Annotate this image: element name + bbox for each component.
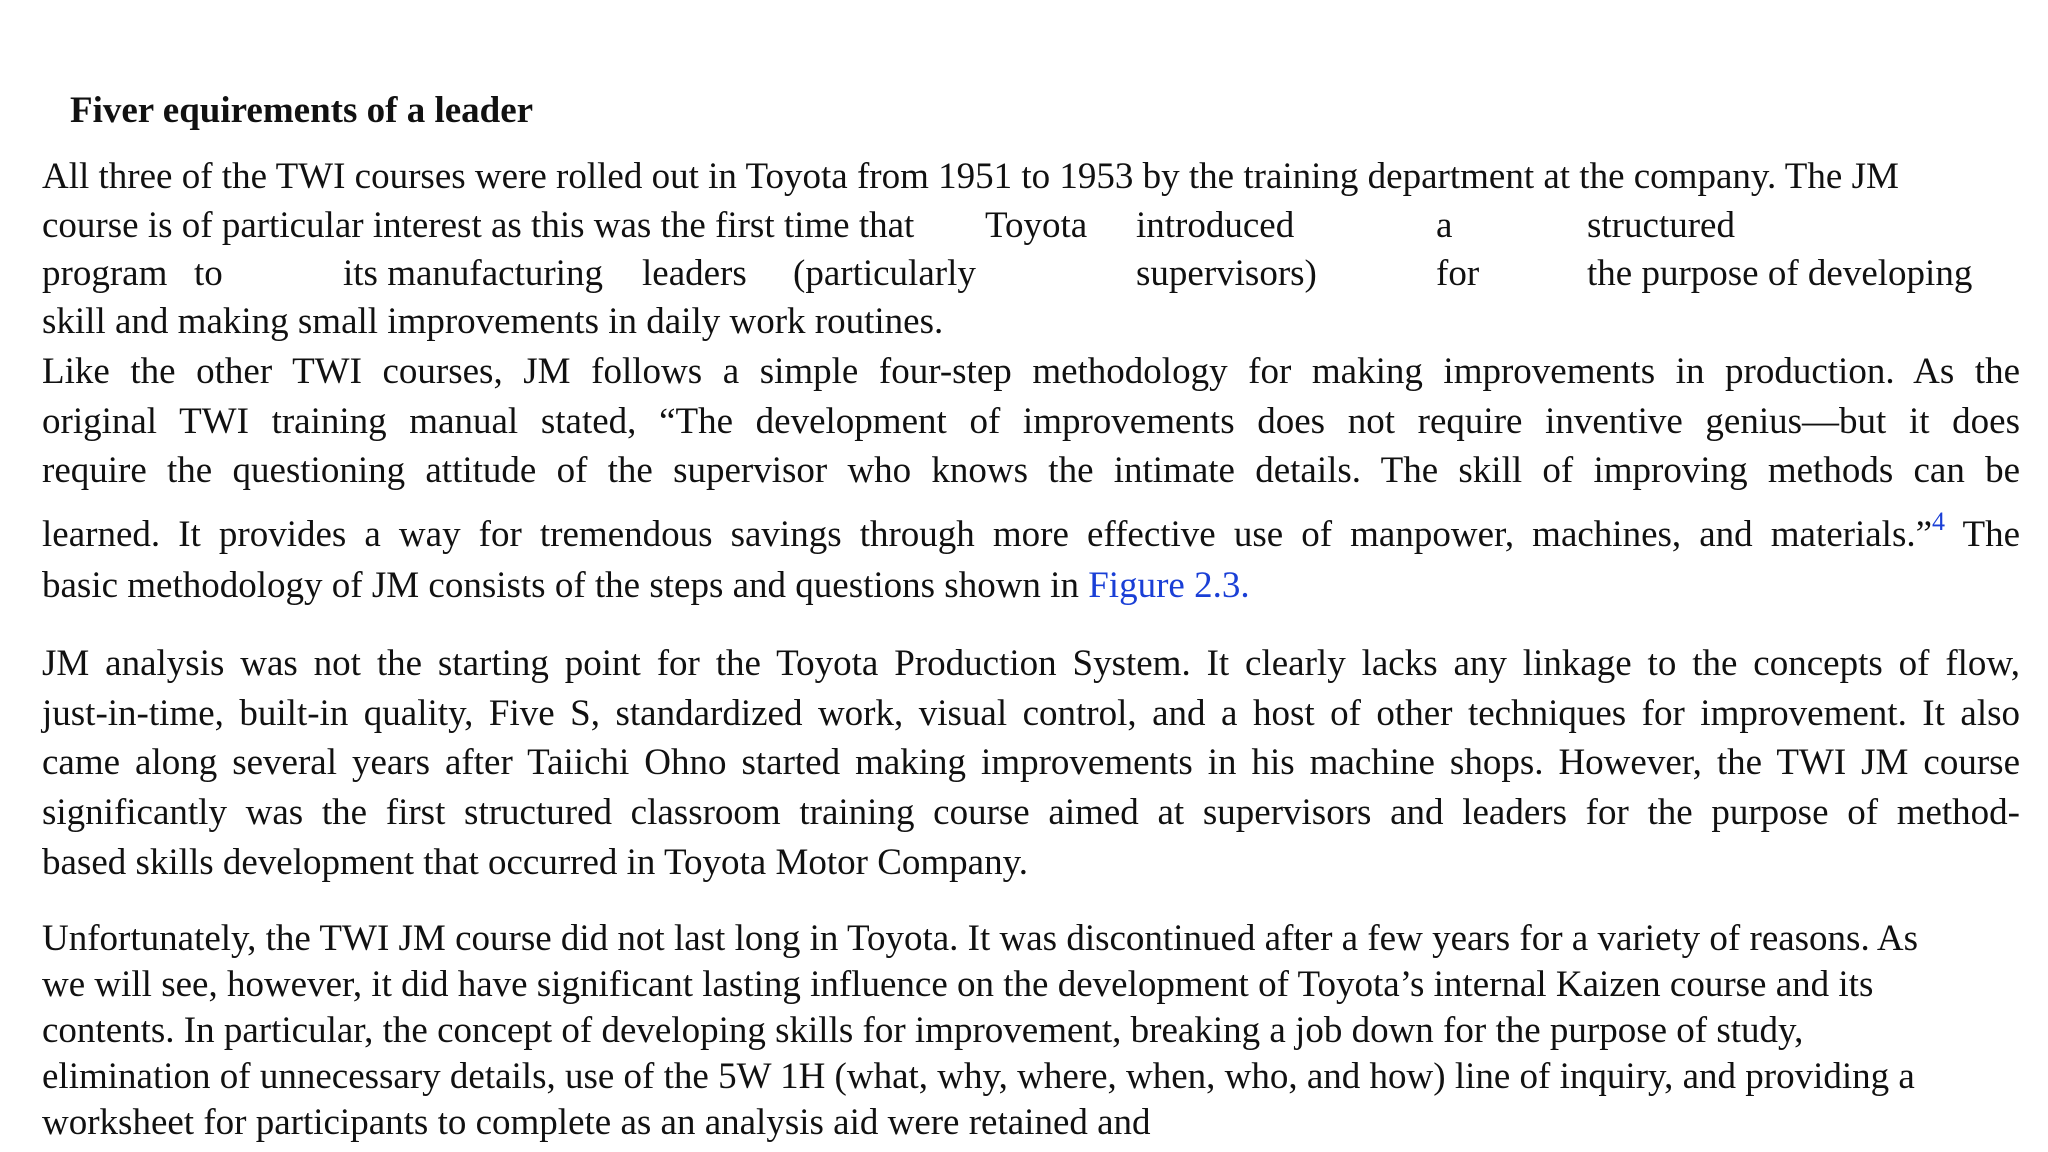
paragraph-3-line-3: came along several years after Taiichi Ohno started making improvements in his machine shops. However, the TWI JM course: [42, 742, 2020, 783]
paragraph-3-line-5: based skills development that occurred in Toyota Motor Company.: [42, 842, 1028, 883]
paragraph-2-line-5: [42, 563, 2020, 609]
line-3-segment-b: to: [194, 253, 223, 294]
line-2-segment-c: introduced: [1136, 205, 1295, 246]
paragraph-2-line-1: Like the other TWI courses, JM follows a simple four-step methodology for making improvements in production. As the: [42, 351, 2020, 392]
paragraph-3-line-2: just-in-time, built-in quality, Five S, standardized work, visual control, and a host of other techniques for improvement. It also: [42, 693, 2020, 734]
line-4-text: learned. It provides a way for tremendous savings through more effective use of manpower, machines, and materials.”: [42, 514, 1933, 555]
line-2-segment-a: course is of particular interest as this was the first time that: [42, 205, 915, 246]
paragraph-4-line-1: Unfortunately, the TWI JM course did not last long in Toyota. It was discontinued after a few years for a variety of reasons. As: [42, 918, 1919, 959]
line-2-segment-d: a: [1436, 205, 1453, 246]
paragraph-2-line-2: original TWI training manual stated, “The development of improvements does not require inventive genius—but it does: [42, 401, 2020, 442]
line-4-text-end: The: [1962, 514, 2020, 555]
line-3-segment-g: for: [1436, 253, 1480, 294]
line-3-segment-d: leaders: [642, 253, 747, 294]
paragraph-2-line-3: require the questioning attitude of the supervisor who knows the intimate details. The skill of improving methods can be: [42, 450, 2020, 491]
paragraph-3-line-1: JM analysis was not the starting point for the Toyota Production System. It clearly lacks any linkage to the concepts of flow,: [42, 643, 2020, 684]
paragraph-3-line-4: significantly was the first structured classroom training course aimed at supervisors and leaders for the purpose of method-: [42, 792, 2020, 833]
paragraph-1-line-1: All three of the TWI courses were rolled out in Toyota from 1951 to 1953 by the training department at the company. The JM: [42, 156, 1899, 197]
paragraph-4-line-2: we will see, however, it did have significant lasting influence on the development of Toyota’s internal Kaizen course and its: [42, 964, 1874, 1005]
paragraph-4-line-4: elimination of unnecessary details, use of the 5W 1H (what, why, where, when, who, and how) line of inquiry, and providing a: [42, 1056, 1915, 1097]
line-2-segment-e: structured: [1587, 205, 1735, 246]
line-5-text: basic methodology of JM consists of the steps and questions shown in: [42, 565, 1079, 606]
line-3-segment-h: the purpose of developing: [1587, 253, 1973, 294]
figure-link[interactable]: Figure 2.3.: [1088, 565, 1250, 606]
line-3-segment-c: its manufacturing: [343, 253, 603, 294]
paragraph-1-line-4: skill and making small improvements in daily work routines.: [42, 301, 944, 342]
paragraph-2-line-4: [42, 507, 2020, 558]
line-3-segment-e: (particularly: [793, 253, 976, 294]
line-3-segment-f: supervisors): [1136, 253, 1317, 294]
paragraph-4-line-5: worksheet for participants to complete as an analysis aid were retained and: [42, 1102, 1151, 1143]
line-2-segment-b: Toyota: [985, 205, 1088, 246]
paragraph-4-line-3: contents. In particular, the concept of developing skills for improvement, breaking a job down for the purpose of study,: [42, 1010, 1804, 1051]
footnote-reference[interactable]: 4: [1932, 507, 1946, 536]
document-page: [42, 0, 2020, 1152]
line-3-segment-a: program: [42, 253, 168, 294]
section-heading: Fiver equirements of a leader: [70, 90, 534, 131]
